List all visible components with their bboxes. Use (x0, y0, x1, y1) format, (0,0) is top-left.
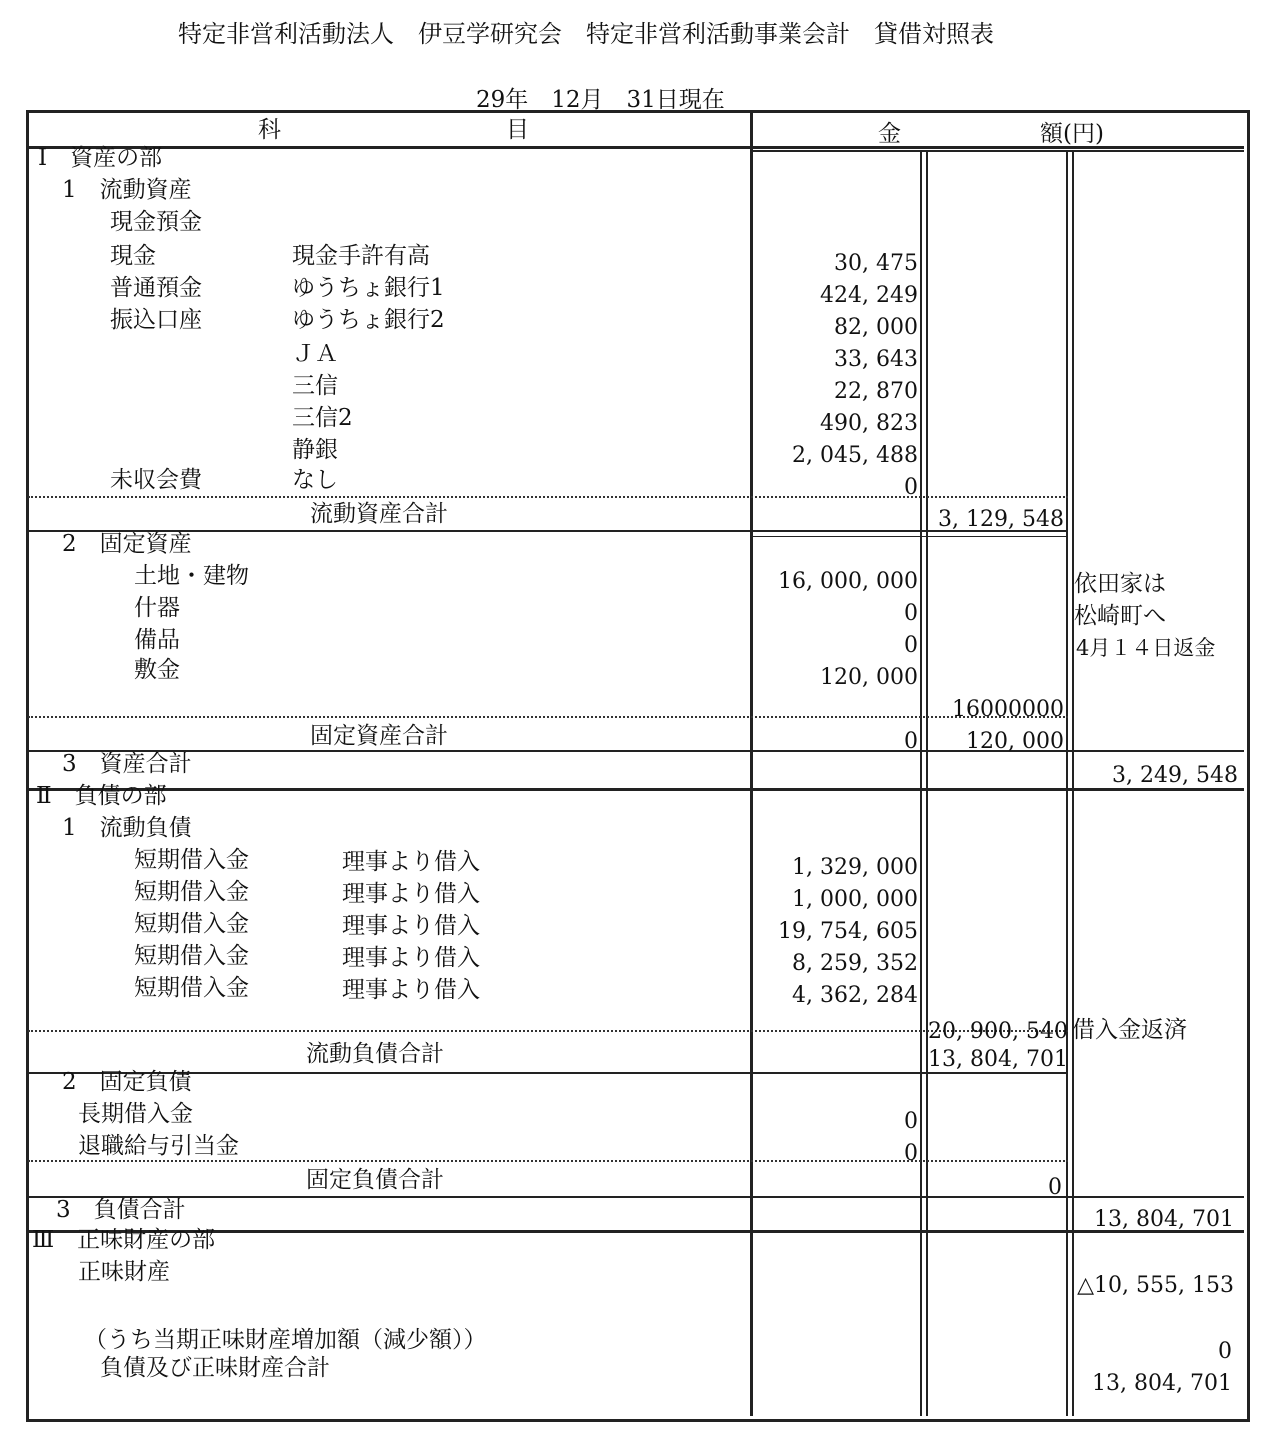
current-liab-note: 借入金返済 (1072, 1017, 1187, 1043)
assets-total: 3, 249, 548 (1112, 763, 1238, 788)
cash-deposits-heading: 現金預金 (110, 209, 202, 235)
fixed-assets-total-label: 固定資産合計 (310, 723, 448, 749)
fixed-liab-amount: 0 (904, 1141, 918, 1166)
fixed-assets-heading: 2 固定資産 (62, 531, 192, 557)
liab-row-amount: 1, 000, 000 (792, 887, 918, 912)
dotted-fixed-assets (28, 716, 1068, 718)
fixed-liab-label: 退職給与引当金 (78, 1133, 239, 1159)
asset-row-amount: 424, 249 (820, 283, 918, 308)
liab-row-label: 短期借入金 (134, 943, 249, 969)
liab-row-amount: 4, 362, 284 (792, 983, 918, 1008)
fixed-asset-label: 備品 (134, 627, 180, 653)
current-liab-extra-value: 20, 900, 540 (928, 1019, 1068, 1044)
fixed-asset-note: 依田家は (1074, 571, 1166, 597)
assets-heading: Ⅰ 資産の部 (38, 145, 163, 171)
fixed-asset-note: 松崎町へ (1074, 603, 1166, 629)
fixed-asset-amount: 0 (904, 601, 918, 626)
current-liab-heading: 1 流動負債 (62, 815, 192, 841)
fixed-liab-total: 0 (1048, 1175, 1062, 1200)
asset-row-detail: ＪＡ (292, 341, 338, 367)
fixed-asset-amount: 120, 000 (820, 665, 918, 690)
liab-row-label: 短期借入金 (134, 847, 249, 873)
asset-row-label: 振込口座 (110, 307, 202, 333)
asset-row-amount: 0 (904, 475, 918, 500)
asset-row-amount: 82, 000 (834, 315, 918, 340)
header-kamoku-2: 目 (506, 117, 529, 143)
current-liab-total: 13, 804, 701 (928, 1047, 1068, 1072)
asset-row-label: 普通預金 (110, 275, 202, 301)
dotted-current-liab (28, 1030, 1068, 1032)
header-kamoku-1: 科 (258, 117, 281, 143)
fixed-asset-note: 4月１４日返金 (1076, 636, 1216, 660)
assets-total-label: 3 資産合計 (62, 751, 192, 777)
line-current-assets-total-b (750, 536, 1068, 537)
header-kingaku-2: 額(円) (1040, 121, 1104, 147)
current-assets-total: 3, 129, 548 (938, 507, 1064, 532)
asset-row-detail: なし (292, 467, 338, 493)
liab-row-detail: 理事より借入 (342, 977, 480, 1003)
liab-row-amount: 19, 754, 605 (778, 919, 918, 944)
asset-row-amount: 2, 045, 488 (792, 443, 918, 468)
divider-col2 (1066, 150, 1068, 1416)
fixed-liab-label: 長期借入金 (78, 1101, 193, 1127)
header-kingaku-1: 金 (878, 121, 901, 147)
divider-col1b (926, 150, 928, 1416)
asset-row-amount: 33, 643 (834, 347, 918, 372)
current-assets-heading: 1 流動資産 (62, 177, 192, 203)
liab-row-detail: 理事より借入 (342, 945, 480, 971)
liab-row-detail: 理事より借入 (342, 913, 480, 939)
fixed-asset-amount: 0 (904, 633, 918, 658)
asset-row-detail: 三信2 (292, 405, 353, 431)
liabilities-heading: Ⅱ 負債の部 (36, 783, 167, 809)
current-assets-total-label: 流動資産合計 (310, 501, 448, 527)
net-assets-label: 正味財産 (78, 1259, 170, 1285)
liab-row-amount: 1, 329, 000 (792, 855, 918, 880)
liab-row-detail: 理事より借入 (342, 881, 480, 907)
asset-row-detail: ゆうちょ銀行2 (292, 307, 445, 333)
liab-row-label: 短期借入金 (134, 911, 249, 937)
header-line-2 (750, 150, 1244, 152)
liab-row-label: 短期借入金 (134, 879, 249, 905)
liab-total: 13, 804, 701 (1094, 1207, 1234, 1232)
net-assets-heading: Ⅲ 正味財産の部 (32, 1227, 216, 1253)
liab-total-label: 3 負債合計 (56, 1197, 186, 1223)
net-assets-change-label: （うち当期正味財産増加額（減少額）） (84, 1327, 487, 1353)
liab-row-amount: 8, 259, 352 (792, 951, 918, 976)
divider-col1 (920, 150, 922, 1416)
asset-row-detail: 三信 (292, 373, 338, 399)
fixed-assets-total-col1: 0 (904, 729, 918, 754)
line-assets-total (28, 788, 1244, 791)
grand-total: 13, 804, 701 (1092, 1371, 1232, 1396)
fixed-asset-label: 敷金 (134, 657, 180, 683)
asset-row-detail: ゆうちょ銀行1 (292, 275, 445, 301)
current-liab-total-label: 流動負債合計 (306, 1041, 444, 1067)
asset-row-amount: 22, 870 (834, 379, 918, 404)
fixed-assets-extra-value: 16000000 (952, 697, 1064, 722)
report-date: 29年 12月 31日現在 (476, 87, 725, 113)
document-title: 特定非営利活動法人 伊豆学研究会 特定非営利活動事業会計 貸借対照表 (178, 20, 994, 48)
liab-row-label: 短期借入金 (134, 975, 249, 1001)
grand-total-label: 負債及び正味財産合計 (100, 1355, 330, 1381)
fixed-assets-total: 120, 000 (966, 729, 1064, 754)
net-assets-value: △10, 555, 153 (1077, 1273, 1234, 1298)
asset-row-detail: 静銀 (292, 437, 338, 463)
net-assets-change-value: 0 (1218, 1339, 1232, 1364)
fixed-liab-amount: 0 (904, 1109, 918, 1134)
asset-row-amount: 30, 475 (834, 251, 918, 276)
asset-row-label: 現金 (110, 243, 156, 269)
fixed-asset-label: 土地・建物 (134, 563, 249, 589)
liab-row-detail: 理事より借入 (342, 849, 480, 875)
asset-row-detail: 現金手許有高 (292, 243, 430, 269)
fixed-liab-heading: 2 固定負債 (62, 1069, 192, 1095)
fixed-liab-total-label: 固定負債合計 (306, 1167, 444, 1193)
asset-row-label: 未収会費 (110, 467, 202, 493)
asset-row-amount: 490, 823 (820, 411, 918, 436)
fixed-asset-label: 什器 (134, 595, 180, 621)
fixed-asset-amount: 16, 000, 000 (778, 569, 918, 594)
